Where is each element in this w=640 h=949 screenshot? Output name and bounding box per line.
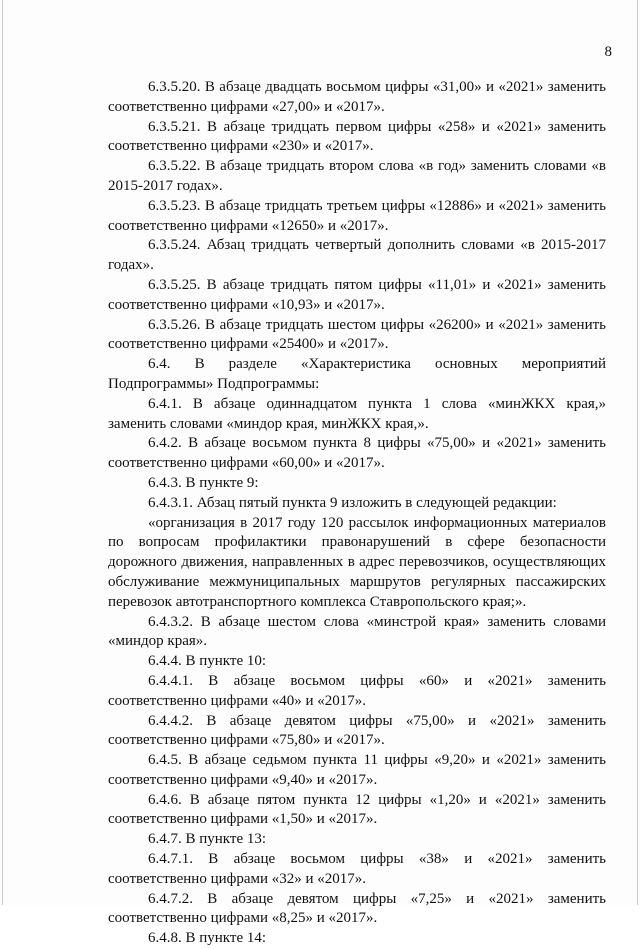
paragraph-6-4-2: 6.4.2. В абзаце восьмом пункта 8 цифры «75,00» и «2021» заменить соответственно цифрами «60,00» и «2017». <box>108 435 606 472</box>
paragraph-6-4-8: 6.4.8. В пункте 14: <box>148 930 267 947</box>
paragraph-6-4-3: 6.4.3. В пункте 9: <box>148 474 259 491</box>
paragraph-6-4-3-2: 6.4.3.2. В абзаце шестом слова «минстрой края» заменить словами «миндор края». <box>108 613 606 650</box>
paragraph-6-3-5-25: 6.3.5.25. В абзаце тридцать пятом цифры «11,01» и «2021» заменить соответственно цифрами «10,93» и «2017». <box>108 276 606 313</box>
right-page-edge <box>637 0 638 905</box>
left-page-edge <box>2 0 3 905</box>
paragraph-6-3-5-20: 6.3.5.20. В абзаце двадцать восьмом цифры «31,00» и «2021» заменить соответственно цифрами «27,00» и «2017». <box>108 79 606 115</box>
paragraph-6-4-4-1: 6.4.4.1. В абзаце восьмом цифры «60» и «2021» заменить соответственно цифрами «40» и «2017». <box>108 672 606 709</box>
paragraph-6-4-7-1: 6.4.7.1. В абзаце восьмом цифры «38» и «2021» заменить соответственно цифрами «32» и «2017». <box>108 851 606 887</box>
paragraph-6-4-4-2: 6.4.4.2. В абзаце девятом цифры «75,00» и «2021» заменить соответственно цифрами «75,80» и «2017». <box>108 712 606 749</box>
paragraph-6-4-7: 6.4.7. В пункте 13: <box>148 831 267 848</box>
quoted-new-wording: «организация в 2017 году 120 рассылок информационных материалов по вопросам профилактики правонарушений в сфере безопасности дорожного движения, направленных в адрес перевозчиков, осуществляющих обслуживание межмуниципальных маршрутов регулярных пассажирских перевозок автотранспортного комплекса Ставропольского края;». <box>108 514 606 610</box>
paragraph-6-4-1: 6.4.1. В абзаце одиннадцатом пункта 1 слова «минЖКХ края,» заменить словами «миндор края, минЖКХ края,». <box>108 395 606 432</box>
paragraph-6-4-4: 6.4.4. В пункте 10: <box>148 653 267 670</box>
paragraph-6-4-3-1: 6.4.3.1. Абзац пятый пункта 9 изложить в следующей редакции: <box>148 494 557 511</box>
paragraph-6-4-6: 6.4.6. В абзаце пятом пункта 12 цифры «1,20» и «2021» заменить соответственно цифрами «1,50» и «2017». <box>108 791 606 828</box>
document-body <box>108 78 606 949</box>
paragraph-6-4-7-2: 6.4.7.2. В абзаце девятом цифры «7,25» и «2021» заменить соответственно цифрами «8,25» и «2017». <box>108 890 606 927</box>
paragraph-6-3-5-24: 6.3.5.24. Абзац тридцать четвертый дополнить словами «в 2015-2017 годах». <box>108 237 606 274</box>
paragraph-6-3-5-21: 6.3.5.21. В абзаце тридцать первом цифры «258» и «2021» заменить соответственно цифрами «230» и «2017». <box>108 118 606 155</box>
paragraph-6-3-5-23: 6.3.5.23. В абзаце тридцать третьем цифры «12886» и «2021» заменить соответственно цифрами «12650» и «2017». <box>108 197 606 234</box>
paragraph-6-3-5-22: 6.3.5.22. В абзаце тридцать втором слова «в год» заменить словами «в 2015-2017 годах». <box>108 158 606 194</box>
paragraph-6-4-5: 6.4.5. В абзаце седьмом пункта 11 цифры «9,20» и «2021» заменить соответственно цифрами «9,40» и «2017». <box>108 752 606 788</box>
page-number: 8 <box>604 44 612 60</box>
paragraph-6-3-5-26: 6.3.5.26. В абзаце тридцать шестом цифры «26200» и «2021» заменить соответственно цифрами «25400» и «2017». <box>108 316 606 353</box>
paragraph-6-4: 6.4. В разделе «Характеристика основных мероприятий Подпрограммы» Подпрограммы: <box>108 356 606 392</box>
